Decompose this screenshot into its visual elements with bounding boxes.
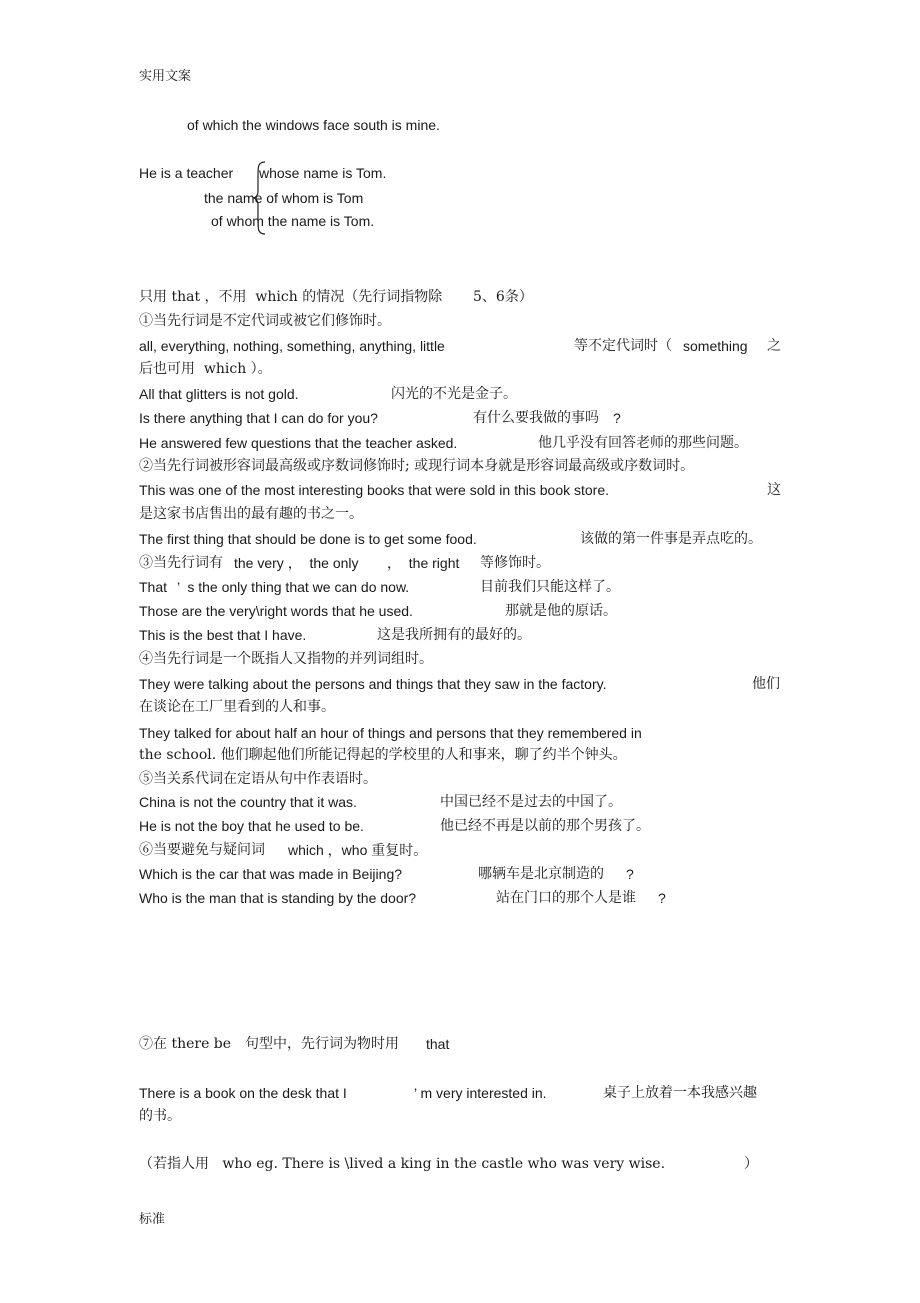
example-7-cn: 那就是他的原话。 [505,603,617,619]
example-5-cn: 该做的第一件事是弄点吃的。 [580,531,762,547]
page-header: 实用文案 [139,69,192,84]
example-15-cn-a: 桌子上放着一本我感兴趣 [603,1085,757,1101]
example-8-en: This is the best that I have. [139,627,307,643]
rule-6-a: ⑥当要避免与疑问词 [139,842,265,858]
example-1-cn: 闪光的不光是金子。 [391,386,517,402]
note-line: （若指人用 who eg. There is \lived a king in the castle who was very wise. [139,1156,666,1172]
page-footer: 标准 [139,1212,166,1227]
rule-2: ②当先行词被形容词最高级或序数词修饰时; 或现行词本身就是形容词最高级或序数词时。 [139,458,695,474]
section-title-b: 5、6条） [473,289,533,305]
example-6-cn: 目前我们只能这样了。 [480,579,620,595]
example-13-en: Which is the car that was made in Beijing? [139,866,403,882]
example-13-cn: 哪辆车是北京制造的 [478,866,604,882]
example-3-en: He answered few questions that the teacher asked. [139,435,458,451]
example-1-en: All that glitters is not gold. [139,386,299,402]
example-2-en: Is there anything that I can do for you? [139,410,378,426]
rule-1-note-a: 等不定代词时（ [574,338,672,354]
rule-5: ⑤当关系代词在定语从句中作表语时。 [139,771,377,787]
rule-1-note-word: something [683,338,748,354]
example-2-q: ? [613,410,621,426]
alternative-3: of whom the name is Tom. [211,213,375,229]
rule-1-note-b: 之 [767,338,781,354]
curly-brace-icon [252,161,266,235]
rule-4: ④当先行词是一个既指人又指物的并列词组时。 [139,651,433,667]
note-close: ） [744,1156,758,1172]
example-7-en: Those are the very\right words that he used. [139,603,413,619]
example-12-en: He is not the boy that he used to be. [139,818,364,834]
example-4-en: This was one of the most interesting books that were sold in this book store. [139,482,610,498]
example-8-cn: 这是我所拥有的最好的。 [377,627,531,643]
alternative-1: whose name is Tom. [259,165,387,181]
rule-3-b: the very ， the only [234,555,359,571]
example-10-en: They talked for about half an hour of things and persons that they remembered in [139,725,642,741]
rule-1-words: all, everything, nothing, something, anything, little [139,338,445,354]
rule-3-d: 等修饰时。 [480,555,550,571]
example-11-en: China is not the country that it was. [139,794,357,810]
example-5-en: The first thing that should be done is to get some food. [139,531,477,547]
rule-1: ①当先行词是不定代词或被它们修饰时。 [139,313,391,329]
example-14-cn: 站在门口的那个人是谁 [496,890,636,906]
example-start: He is a teacher [139,165,234,181]
alternative-2: the name of whom is Tom [204,190,364,206]
example-14-q: ? [658,890,666,906]
example-2-cn: 有什么要我做的事吗 [473,410,599,426]
example-9-cn-a: 他们 [752,676,780,692]
example-11-cn: 中国已经不是过去的中国了。 [440,794,622,810]
rule-7-a: ⑦在 there be [139,1036,232,1052]
rule-3-c: ， the right [387,555,460,571]
rule-3-a: ③当先行词有 [139,555,223,571]
example-3-cn: 他几乎没有回答老师的那些问题。 [538,435,748,451]
rule-7-b: 句型中，先行词为物时用 [245,1036,399,1052]
rule-7-c: that [426,1036,450,1052]
rule-1-line2: 后也可用 which ）。 [139,361,272,377]
example-9-cn-b: 在谈论在工厂里看到的人和事。 [139,699,335,715]
example-15-cn-b: 的书。 [139,1108,181,1124]
example-14-en: Who is the man that is standing by the door? [139,890,417,906]
intro-line: of which the windows face south is mine. [187,117,440,133]
example-9-en: They were talking about the persons and things that they saw in the factory. [139,676,607,692]
example-6-a: That [139,579,168,595]
example-6-b: ’ s the only thing that we can do now. [177,579,410,595]
example-10-line2: the school. 他们聊起他们所能记得起的学校里的人和事来，聊了约半个钟头。 [139,747,627,763]
example-15-a: There is a book on the desk that I [139,1085,347,1101]
section-title-a: 只用 that ，不用 which 的情况（先行词指物除 [139,289,443,305]
example-12-cn: 他已经不再是以前的那个男孩了。 [440,818,650,834]
example-13-q: ? [626,866,634,882]
example-4-cn-b: 是这家书店售出的最有趣的书之一。 [139,506,363,522]
example-15-b: ’ m very interested in. [414,1085,547,1101]
rule-6-b: which ，who 重复时。 [288,842,428,858]
example-4-cn-a: 这 [767,482,781,498]
